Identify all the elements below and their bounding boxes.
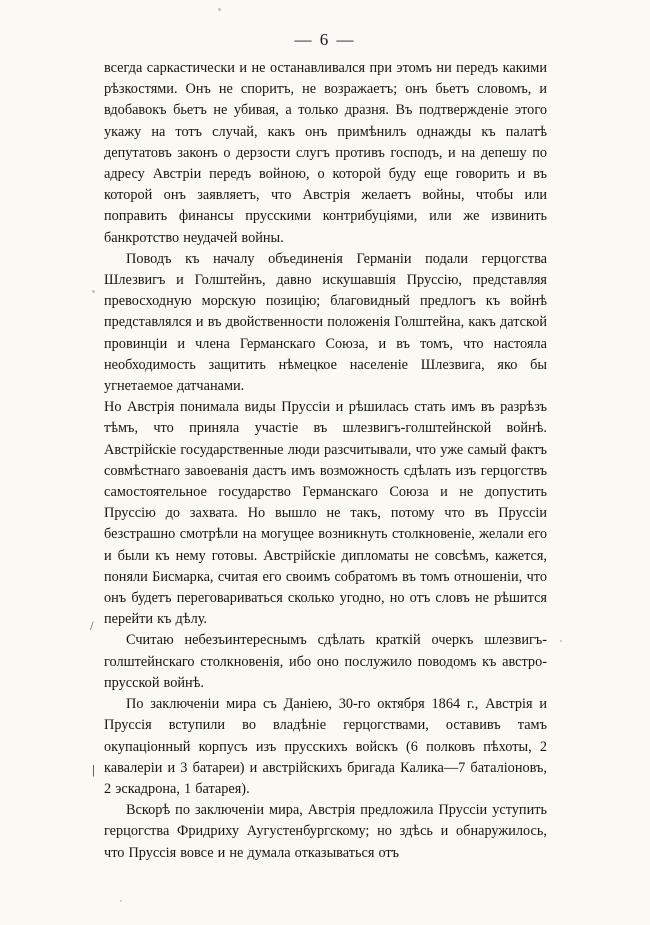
paragraph: Считаю небезъинтереснымъ сдѣлать краткiй очеркъ шлезвигъ-голштейнскаго столкновенiя, ибо оно послужило поводомъ къ австро-прусской войнѣ.: [104, 632, 547, 691]
paragraph: По заключенiи мира съ Данiею, 30-го октября 1864 г., Австрiя и Пруссiя вступили во владѣнiе герцогствами, оставивъ тамъ окупацiонный корпусъ изъ прусскихъ войскъ (6 полковъ пѣхоты, 2 кавалерiи и 3 батареи) и австрiйскихъ бригада Калика—7 баталiоновъ, 2 эскадрона, 1 батарея).: [104, 696, 547, 797]
margin-mark-bar: |: [92, 762, 95, 777]
body-text: [104, 58, 547, 864]
paper-speck: [92, 290, 95, 293]
paper-speck: [120, 900, 122, 902]
paragraph: Но Австрiя понимала виды Пруссiи и рѣшилась стать имъ въ разрѣзъ тѣмъ, что приняла участiе въ шлезвигъ-голштейнской войнѣ. Австрiйскiе государственные люди разсчитывали, что уже самый фактъ совмѣстнаго завоеванiя дастъ имъ возможность сдѣлать изъ герцогствъ самостоятельное государство Германскаго Союза и не допустить Пруссiю до захвата. Но вышло не такъ, потому что въ Пруссiи безстрашно смотрѣли на могущее возникнуть столкновенiе, желали его и были къ нему готовы. Австрiйскiе дипломаты не совсѣмъ, кажется, поняли Бисмарка, считая его своимъ собратомъ въ томъ отношенiи, что онъ будетъ переговариваться сколько угодно, но отъ словъ не рѣшится перейти къ дѣлу.: [104, 399, 547, 628]
paragraph: Вскорѣ по заключенiи мира, Австрiя предложила Пруссiи уступить герцогства Фридриху Аугустенбургскому; но здѣсь и обнаружилось, что Пруссiя вовсе и не думала отказываться отъ: [104, 802, 547, 861]
paper-speck: [218, 8, 221, 11]
paragraph: Поводъ къ началу объединенiя Германiи подали герцогства Шлезвигъ и Голштейнъ, давно искушавшiя Пруссiю, представляя превосходную морскую позицiю; благовидный предлогъ къ войнѣ представлялся и въ двойственности положенiя Голштейна, какъ датской провинцiи и члена Германскаго Союза, и въ томъ, что настояла необходимость защитить нѣмецкое населенiе Шлезвига, яко бы угнетаемое датчанами.: [104, 250, 547, 395]
paragraph: всегда саркастически и не останавливался при этомъ ни передъ какими рѣзкостями. Онъ не споритъ, не возражаетъ; онъ бьетъ словомъ, и вдобавокъ бьетъ не убивая, а только дразня. Въ подтвержденiе этого укажу на тотъ случай, какъ онъ примѣнилъ однажды къ палатѣ депутатовъ законъ о дерзости слугъ противъ господъ, и на депешу по адресу Австрiи передъ войною, о которой буду еще говорить и въ которой онъ заявляетъ, что Австрiя желаетъ войны, чтобы или поправить финансы прусскими контрибуцiями, или же извинить банкротство неудачей войны.: [104, 60, 547, 246]
page-number: — 6 —: [294, 30, 356, 49]
paper-speck: [560, 640, 562, 642]
margin-mark-slash: /: [90, 618, 94, 633]
